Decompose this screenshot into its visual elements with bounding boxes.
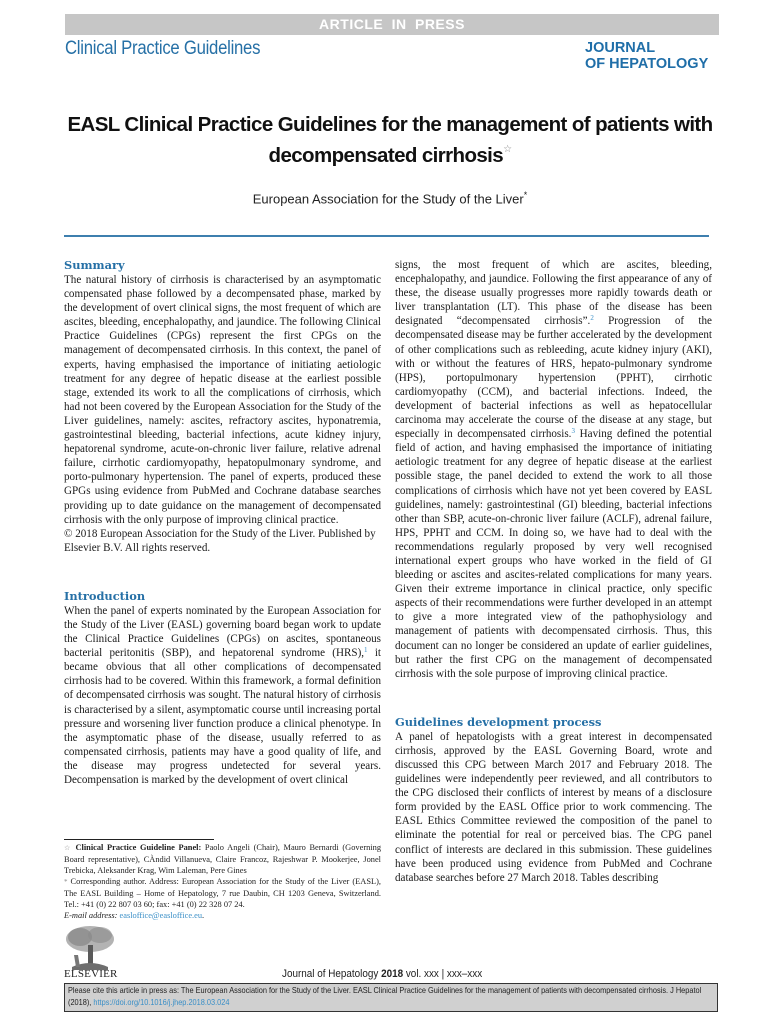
email-line: E-mail address: easloffice@easloffice.eu. bbox=[64, 911, 205, 920]
footnotes bbox=[64, 842, 381, 921]
right-column bbox=[395, 258, 712, 885]
star-footnote-icon[interactable]: ☆ bbox=[503, 144, 512, 155]
left-column bbox=[64, 258, 381, 787]
header-divider bbox=[64, 235, 709, 237]
reference-link-3[interactable]: 3 bbox=[571, 427, 575, 436]
title-line2: decompensated cirrhosis bbox=[268, 144, 504, 167]
panel-footnote: ☆ Clinical Practice Guideline Panel: Paolo Angeli (Chair), Mauro Bernardi (Governing Board representative), CÀndid Villanueva, Claire Francoz, Rajeshwar P. Mookerjee, Jonel Trebicka, Aleksander Krag, Wim Laleman, Pere Gines bbox=[64, 843, 382, 875]
corresponding-author-mark[interactable]: * bbox=[523, 190, 528, 200]
introduction-text-left: When the panel of experts nominated by the European Association for the Study of the Liver (EASL) governing board began work to update the Clinical Practice Guidelines (CPGs) on ascites, spontaneous bacterial peritonitis (SBP), and hepatorenal syndrome (HRS),$^1$ it became obvious that all other complications of decompensated cirrhosis had to be covered. Within this framework, a formal definition of decompensated cirrhosis was sought. The natural history of cirrhosis is characterised by a silent, asymptomatic course until increasing portal pressure and worsening liver function produce a clinical phenotype. In the asymptomatic phase of the disease, usually referred to as compensated cirrhosis, patients may have a good quality of life, and the disease may progress undetected for several years. Decompensation is marked by the development of overt clinical bbox=[64, 604, 381, 786]
article-title bbox=[60, 112, 720, 168]
article-in-press-banner: ARTICLE IN PRESS bbox=[65, 14, 719, 35]
panel-label: Clinical Practice Guideline Panel: bbox=[75, 843, 202, 852]
citation-text: Please cite this article in press as: The European Association for the Study of the Liver. EASL Clinical Practice Guidelines for the management of patients with decompensated cirrhosis. J Hepatol (2018), bbox=[68, 986, 702, 1007]
doi-link[interactable]: https://doi.org/10.1016/j.jhep.2018.03.024 bbox=[93, 998, 230, 1007]
author-line bbox=[60, 190, 720, 206]
footnote-divider bbox=[64, 839, 214, 840]
introduction-text-right: signs, the most frequent of which are ascites, bleeding, encephalopathy, and jaundice. Following the first appearance of any of these, the disease usually progresses more rapidly towards death or liver transplantation (LT). This phase of the disease has been designated “decompensated cirrhosis”.$^2$ Progression of the decompensated disease may be further accelerated by the development of other complications such as rebleeding, acute kidney injury (AKI), with or without the features of HRS, hepato-pulmonary syndrome (HPS), portopulmonary hypertension (PPHT), cirrhotic cardiomyopathy (CCM), and bacterial infections. Indeed, the development of bacterial infections as well as hepatocellular carcinoma may accelerate the course of the disease at any stage, but especially in decompensated cirrhosis.$^3$ Having defined the potential field of action, and having emphasised the importance of initiating aetiologic treatment for any degree of hepatic disease at the earliest possible stage, the panel decided to extend the work to all those complications of cirrhosis which have not yet been covered by EASL guidelines, namely: gastrointestinal (GI) bleeding, bacterial infections other than SBP, acute-on-chronic liver failure (ACLF), adrenal failure, HPS, PPHT and CCM. In doing so, we have had to deal with the recommendations regularly proposed by very well recognised international expert groups who have worked in the field of GI bleeding or ascites and ascites-related complications for many years. Given their extreme importance in clinical practice, only specific aspects of their recommendations were further developed in an attempt to give a more integrated view of the pathophysiology and management of patients with decompensated cirrhosis. Thus, this document can no longer be considered an update of earlier guidelines, but rather the first CPG on the management of decompensated cirrhosis with the sole purpose of improving clinical practice. bbox=[395, 259, 713, 680]
footer-year: 2018 bbox=[381, 968, 404, 980]
reference-link-2[interactable]: 2 bbox=[590, 314, 594, 323]
guidelines-process-text: A panel of hepatologists with a great interest in decompensated cirrhosis, approved by the EASL Governing Board, wrote and discussed this CPG between March 2017 and February 2018. The guidelines were independently peer reviewed, and all contributors to the CPG disclosed their conflicts of interest by means of a disclosure form provided by the EASL Office prior to work commencing. The EASL Ethics Committee reviewed the composition of the panel to eliminate the potential for real or perceived bias. The CPG panel conflict of interests are declared in this submission. These guidelines have been produced using evidence from PubMed and Cochrane database searches before 27 March 2018. Tables describing bbox=[395, 730, 712, 884]
journal-logo bbox=[585, 40, 708, 72]
copyright-text: © 2018 European Association for the Study of the Liver. Published by Elsevier B.V. All rights reserved. bbox=[64, 527, 376, 554]
citation-box bbox=[64, 983, 718, 1012]
summary-heading: Summary bbox=[64, 258, 125, 272]
author-name: European Association for the Study of the Liver bbox=[252, 191, 524, 207]
corresponding-footnote: * Corresponding author. Address: European Association for the Study of the Liver (EASL), The EASL Building – Home of Hepatology, 7 rue Daubin, CH 1203 Geneva, Switzerland. Tel.: +41 (0) 22 807 03 60; fax: +41 (0) 22 328 07 24. bbox=[64, 877, 381, 909]
elsevier-tree-logo-icon bbox=[64, 925, 116, 970]
elsevier-wordmark: ELSEVIER bbox=[64, 968, 118, 980]
guidelines-process-heading: Guidelines development process bbox=[395, 714, 602, 729]
summary-text: The natural history of cirrhosis is characterised by an asymptomatic compensated phase followed by a decompensated phase, marked by the development of overt clinical signs, the most frequent of which are ascites, bleeding, encephalopathy, and jaundice. The following Clinical Practice Guidelines (CPGs) represent the first CPGs on the management of decompensated cirrhosis. In this context, the panel of experts, having emphasised the importance of initiating aetiologic treatment for any degree of hepatic disease at the earliest possible stage, extended its work to all the complications of cirrhosis, which had not been covered by the European Association for the Study of the Liver guidelines, namely: ascites, refractory ascites, hyponatremia, gastrointestinal bleeding, bacterial infections, acute kidney injury, hepatorenal syndrome, acute-on-chronic liver failure, relative adrenal failure, cirrhotic cardiomyopathy, hepatopulmonary syndrome, and porto-pulmonary hypertension. The panel of experts, produced these GPGs using evidence from PubMed and Cochrane database searches providing up to date guidance on the management of decompensated cirrhosis with the only purpose of improving clinical practice. bbox=[64, 274, 381, 526]
introduction-heading: Introduction bbox=[64, 588, 146, 603]
title-line1: EASL Clinical Practice Guidelines for the management of patients with bbox=[67, 113, 713, 136]
journal-logo-line2: OF HEPATOLOGY bbox=[585, 56, 709, 72]
journal-logo-line1: JOURNAL bbox=[585, 40, 656, 56]
section-label: Clinical Practice Guidelines bbox=[65, 38, 261, 59]
email-link[interactable]: easloffice@easloffice.eu bbox=[119, 911, 203, 920]
reference-link-1[interactable]: 1 bbox=[364, 646, 368, 655]
star-icon: ☆ bbox=[64, 844, 72, 852]
running-footer: Journal of Hepatology 2018 vol. xxx | xxx–xxx bbox=[282, 968, 483, 980]
